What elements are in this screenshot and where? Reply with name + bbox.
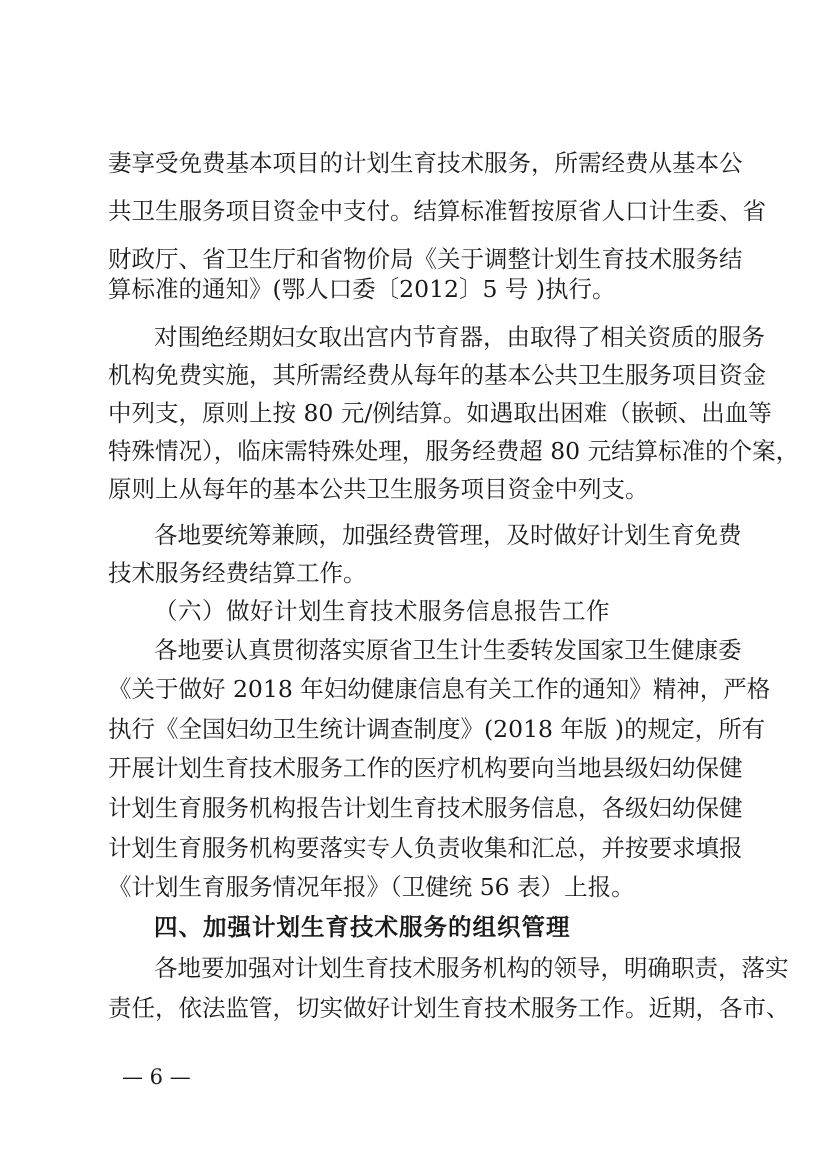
- paragraph-line: 机构免费实施，其所需经费从每年的基本公共卫生服务项目资金: [108, 361, 766, 389]
- paragraph-line: 开展计划生育技术服务工作的医疗机构要向当地县级妇幼保健: [108, 754, 743, 782]
- paragraph-line: 计划生育服务机构要落实专人负责收集和汇总，并按要求填报: [108, 834, 743, 862]
- paragraph-line: 共卫生服务项目资金中支付。结算标准暂按原省人口计生委、省: [108, 197, 766, 225]
- paragraph-line: 中列支，原则上按 80 元/例结算。如遇取出困难（嵌顿、出血等: [108, 399, 772, 427]
- section-subheading: （六）做好计划生育技术服务信息报告工作: [154, 597, 610, 625]
- paragraph-line: 算标准的通知》(鄂人口委〔2012〕5 号 )执行。: [108, 275, 616, 303]
- paragraph-line: 各地要加强对计划生育技术服务机构的领导，明确职责，落实: [154, 954, 789, 982]
- paragraph-line: 《关于做好 2018 年妇幼健康信息有关工作的通知》精神，严格: [108, 675, 771, 703]
- paragraph-line: 原则上从每年的基本公共卫生服务项目资金中列支。: [108, 475, 649, 503]
- paragraph-line: 妻享受免费基本项目的计划生育技术服务，所需经费从基本公: [108, 149, 743, 177]
- page-number: — 6 —: [122, 1065, 191, 1089]
- paragraph-line: 特殊情况），临床需特殊处理，服务经费超 80 元结算标准的个案，: [108, 437, 800, 465]
- paragraph-line: 计划生育服务机构报告计划生育技术服务信息，各级妇幼保健: [108, 794, 743, 822]
- paragraph-line: 各地要认真贯彻落实原省卫生计生委转发国家卫生健康委: [154, 636, 742, 664]
- paragraph-line: 各地要统筹兼顾，加强经费管理，及时做好计划生育免费: [154, 521, 742, 549]
- paragraph-line: 责任，依法监管，切实做好计划生育技术服务工作。近期，各市、: [108, 994, 790, 1022]
- paragraph-line: 执行《全国妇幼卫生统计调查制度》(2018 年版 )的规定，所有: [108, 715, 766, 743]
- paragraph-line: 技术服务经费结算工作。: [108, 559, 367, 587]
- paragraph-line: 财政厅、省卫生厅和省物价局《关于调整计划生育技术服务结: [108, 245, 743, 273]
- paragraph-line: 《计划生育服务情况年报》（卫健统 56 表）上报。: [108, 873, 635, 901]
- section-heading: 四、加强计划生育技术服务的组织管理: [154, 913, 571, 941]
- paragraph-line: 对围绝经期妇女取出宫内节育器，由取得了相关资质的服务: [154, 323, 765, 351]
